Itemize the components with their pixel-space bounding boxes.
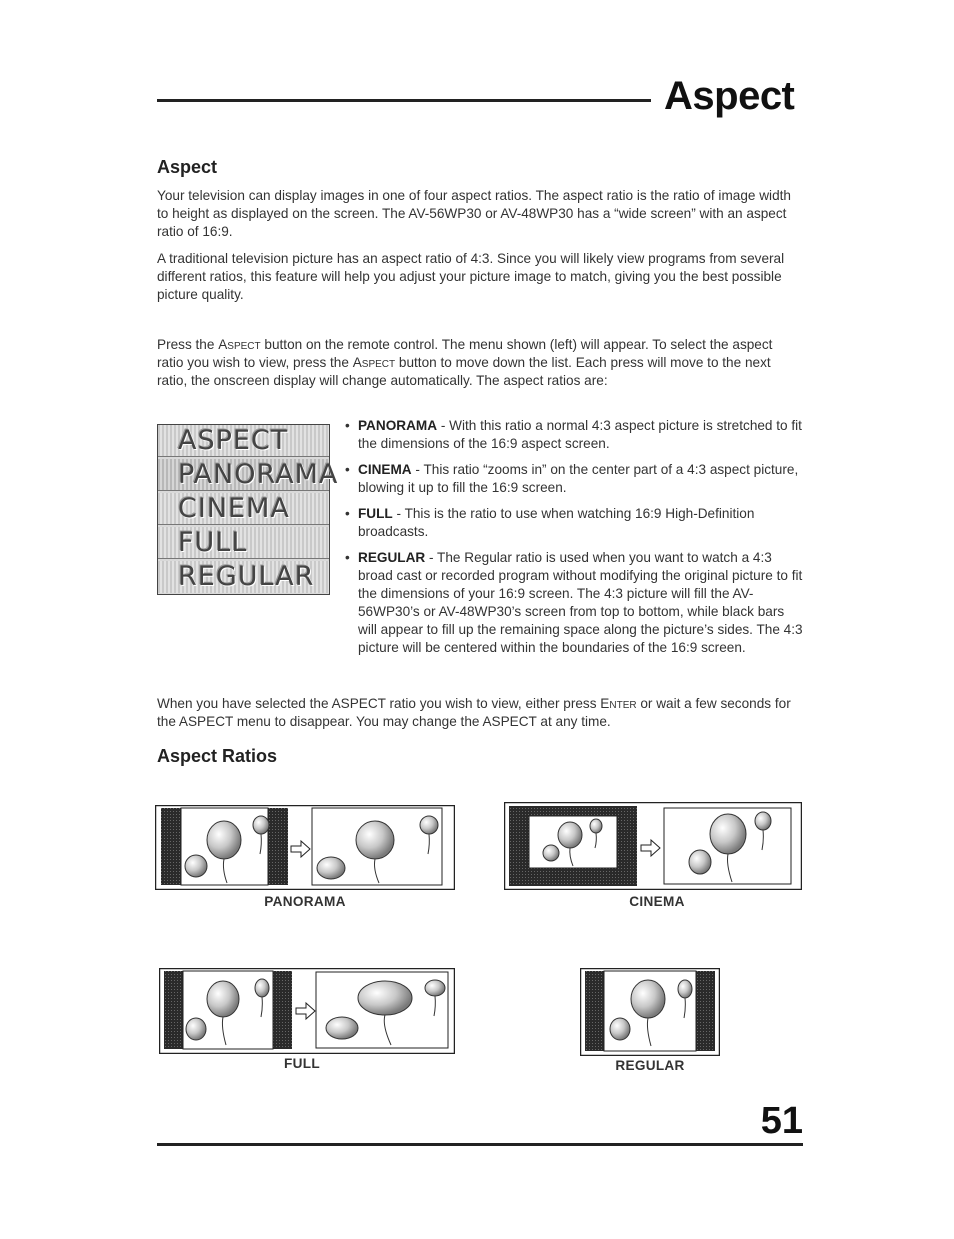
- para3-part-a: Press the: [157, 337, 219, 352]
- caption-full: FULL: [284, 1056, 320, 1071]
- bullet-dot: •: [345, 462, 350, 477]
- diagram-panorama: [155, 805, 455, 890]
- desc-full: - This is the ratio to use when watching 16:9 High-Definition broadcasts.: [358, 506, 755, 539]
- list-item-full: [345, 505, 805, 541]
- bullet-dot: •: [345, 418, 350, 433]
- closing-part-b: or wait a few seconds for the ASPECT menu to disappear. You may change the ASPECT at any time.: [157, 696, 791, 729]
- menu-item-regular: REGULAR: [158, 561, 329, 593]
- header-rule: [157, 99, 651, 102]
- term-full: FULL: [358, 506, 393, 521]
- diagram-cinema: [504, 802, 802, 890]
- bullet-dot: •: [345, 506, 350, 521]
- paragraph-1: Your television can display images in one of four aspect ratios. The aspect ratio is the ratio of image width to height as displayed on the screen. The AV-56WP30 or AV-48WP30 has a “wide screen” with an aspect ratio of 16:9.: [157, 188, 791, 239]
- menu-item-panorama: PANORAMA: [158, 459, 329, 491]
- section-heading-aspect-ratios: Aspect Ratios: [157, 746, 278, 766]
- menu-item-full: FULL: [158, 527, 329, 559]
- desc-panorama: - With this ratio a normal 4:3 aspect picture is stretched to fit the dimensions of the 16:9 aspect screen.: [358, 418, 802, 451]
- closing-part-a: When you have selected the ASPECT ratio you wish to view, either press: [157, 696, 601, 711]
- aspect-key-label: Aspect: [218, 337, 261, 352]
- desc-cinema: - This ratio “zooms in” on the center part of a 4:3 aspect picture, blowing it up to fill the 16:9 screen.: [358, 462, 799, 495]
- instructions-paragraph: [157, 336, 802, 390]
- page-number: 51: [760, 1100, 803, 1142]
- page-title: Aspect: [664, 74, 795, 118]
- aspect-osd-menu: [157, 424, 339, 595]
- aspect-ratio-list: [345, 417, 805, 665]
- caption-cinema: CINEMA: [629, 894, 685, 909]
- menu-item-cinema: CINEMA: [158, 493, 329, 525]
- list-item-cinema: [345, 461, 805, 497]
- desc-regular: - The Regular ratio is used when you want to watch a 4:3 broad cast or recorded program without modifying the original picture to fit the dimensions of your 16:9 screen. The 4:3 picture will fill the AV-56WP30’s or AV-48WP30’s screen from top to bottom, while black bars will appear to fill up the remaining space along the picture’s sides. The 4:3 picture will be centered within the boundaries of the 16:9 screen.: [358, 550, 803, 655]
- section-heading-aspect: Aspect: [157, 157, 218, 177]
- diagram-regular: [580, 968, 720, 1056]
- caption-panorama: PANORAMA: [264, 894, 346, 909]
- enter-key-label: Enter: [600, 696, 637, 711]
- term-cinema: CINEMA: [358, 462, 412, 477]
- list-item-panorama: [345, 417, 805, 453]
- traditional-paragraph: [157, 250, 802, 304]
- bullet-dot: •: [345, 550, 350, 565]
- caption-regular: REGULAR: [615, 1058, 685, 1073]
- footer-rule: [157, 1143, 803, 1146]
- list-item-regular: [345, 549, 805, 657]
- paragraph-2: A traditional television picture has an aspect ratio of 4:3. Since you will likely view programs from several different ratios, this feature will help you adjust your picture image to match, giving you the best possible picture quality.: [157, 251, 785, 302]
- term-regular: REGULAR: [358, 550, 426, 565]
- term-panorama: PANORAMA: [358, 418, 438, 433]
- aspect-key-label-2: Aspect: [352, 355, 396, 370]
- menu-item-aspect: ASPECT: [158, 425, 329, 457]
- diagram-full: [159, 968, 455, 1054]
- intro-paragraph: [157, 187, 802, 241]
- para3-part-b: button on the remote control. The menu shown (left) will appear. To select the aspect ratio you wish to view, press the: [157, 337, 773, 370]
- para3-part-c: button to move down the list. Each press will move to the next ratio, the onscreen display will change automatically. The aspect ratios are:: [157, 355, 771, 388]
- closing-paragraph: [157, 695, 802, 731]
